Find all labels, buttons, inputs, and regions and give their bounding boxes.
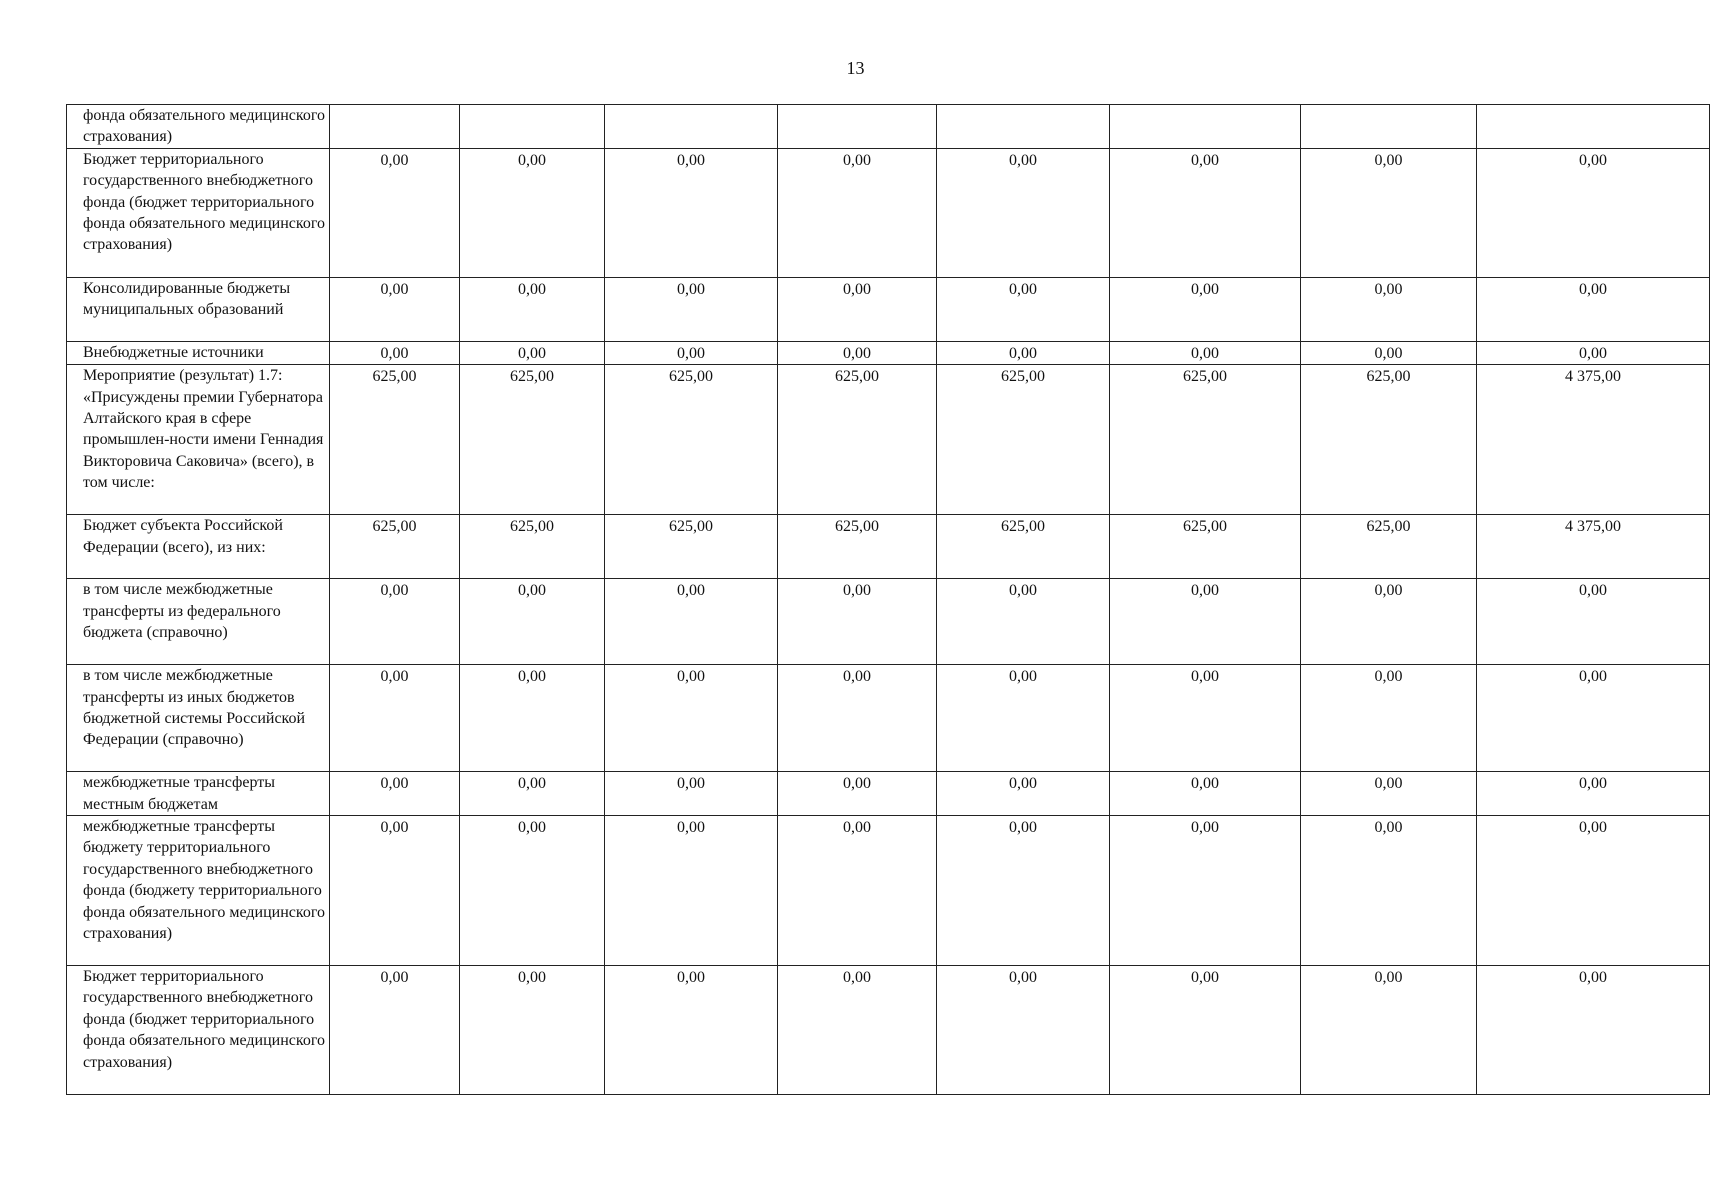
total-cell: 0,00 bbox=[1477, 277, 1710, 341]
value-cell: 625,00 bbox=[1301, 365, 1477, 515]
value-cell: 0,00 bbox=[778, 816, 937, 966]
row-label: Внебюджетные источники bbox=[67, 341, 330, 364]
value-cell: 0,00 bbox=[1301, 341, 1477, 364]
value-cell: 0,00 bbox=[1110, 579, 1301, 665]
row-label: Бюджет субъекта Российской Федерации (всего), из них: bbox=[67, 515, 330, 579]
value-cell: 625,00 bbox=[330, 515, 460, 579]
total-cell bbox=[1477, 105, 1710, 149]
value-cell bbox=[1110, 105, 1301, 149]
value-cell: 0,00 bbox=[330, 341, 460, 364]
row-label: Консолидированные бюджеты муниципальных образований bbox=[67, 277, 330, 341]
row-label: Бюджет территориального государственного внебюджетного фонда (бюджет территориального фонда обязательного медицинского страхования) bbox=[67, 148, 330, 277]
value-cell: 625,00 bbox=[937, 515, 1110, 579]
value-cell: 0,00 bbox=[937, 966, 1110, 1095]
table-row bbox=[67, 148, 1710, 277]
value-cell: 0,00 bbox=[605, 966, 778, 1095]
page-number: 13 bbox=[846, 58, 865, 78]
value-cell: 0,00 bbox=[605, 772, 778, 816]
value-cell: 625,00 bbox=[1110, 515, 1301, 579]
value-cell: 0,00 bbox=[778, 665, 937, 772]
value-cell: 0,00 bbox=[460, 772, 605, 816]
value-cell: 0,00 bbox=[1110, 772, 1301, 816]
value-cell: 0,00 bbox=[460, 579, 605, 665]
value-cell: 625,00 bbox=[778, 515, 937, 579]
value-cell: 625,00 bbox=[1301, 515, 1477, 579]
value-cell: 0,00 bbox=[1110, 341, 1301, 364]
value-cell: 0,00 bbox=[1301, 579, 1477, 665]
value-cell: 0,00 bbox=[330, 966, 460, 1095]
value-cell: 0,00 bbox=[330, 772, 460, 816]
value-cell: 0,00 bbox=[1301, 816, 1477, 966]
value-cell: 0,00 bbox=[937, 579, 1110, 665]
table-body bbox=[67, 105, 1710, 1095]
row-label: в том числе межбюджетные трансферты из иных бюджетов бюджетной системы Российской Федерации (справочно) bbox=[67, 665, 330, 772]
row-label: Бюджет территориального государственного внебюджетного фонда (бюджет территориального фонда обязательного медицинского страхования) bbox=[67, 966, 330, 1095]
value-cell: 0,00 bbox=[937, 665, 1110, 772]
total-cell: 4 375,00 bbox=[1477, 365, 1710, 515]
value-cell: 0,00 bbox=[1301, 148, 1477, 277]
table-row bbox=[67, 277, 1710, 341]
value-cell: 0,00 bbox=[330, 148, 460, 277]
value-cell bbox=[605, 105, 778, 149]
value-cell: 0,00 bbox=[778, 148, 937, 277]
table-row bbox=[67, 105, 1710, 149]
value-cell: 0,00 bbox=[1301, 966, 1477, 1095]
row-label: межбюджетные трансферты местным бюджетам bbox=[67, 772, 330, 816]
value-cell: 0,00 bbox=[330, 579, 460, 665]
value-cell: 0,00 bbox=[778, 579, 937, 665]
value-cell: 0,00 bbox=[937, 772, 1110, 816]
table-row bbox=[67, 579, 1710, 665]
value-cell: 625,00 bbox=[605, 515, 778, 579]
value-cell bbox=[460, 105, 605, 149]
value-cell: 0,00 bbox=[1301, 772, 1477, 816]
total-cell: 0,00 bbox=[1477, 148, 1710, 277]
value-cell: 0,00 bbox=[460, 341, 605, 364]
value-cell: 0,00 bbox=[1301, 665, 1477, 772]
value-cell: 0,00 bbox=[460, 277, 605, 341]
value-cell: 0,00 bbox=[330, 277, 460, 341]
table-row bbox=[67, 966, 1710, 1095]
budget-table bbox=[66, 104, 1710, 1095]
value-cell: 0,00 bbox=[605, 665, 778, 772]
value-cell: 0,00 bbox=[1110, 148, 1301, 277]
value-cell: 0,00 bbox=[605, 816, 778, 966]
total-cell: 4 375,00 bbox=[1477, 515, 1710, 579]
row-label: в том числе межбюджетные трансферты из федерального бюджета (справочно) bbox=[67, 579, 330, 665]
value-cell: 0,00 bbox=[937, 816, 1110, 966]
value-cell: 0,00 bbox=[1110, 816, 1301, 966]
value-cell: 625,00 bbox=[460, 365, 605, 515]
value-cell: 0,00 bbox=[605, 277, 778, 341]
value-cell: 625,00 bbox=[460, 515, 605, 579]
table-row bbox=[67, 772, 1710, 816]
total-cell: 0,00 bbox=[1477, 772, 1710, 816]
total-cell: 0,00 bbox=[1477, 579, 1710, 665]
table-row bbox=[67, 665, 1710, 772]
row-label: межбюджетные трансферты бюджету территориального государственного внебюджетного фонда (бюджету территориального фонда обязательного медицинского страхования) bbox=[67, 816, 330, 966]
value-cell: 0,00 bbox=[778, 966, 937, 1095]
row-label: фонда обязательного медицинского страхования) bbox=[67, 105, 330, 149]
value-cell: 0,00 bbox=[1110, 665, 1301, 772]
value-cell: 0,00 bbox=[937, 341, 1110, 364]
value-cell bbox=[937, 105, 1110, 149]
table-row bbox=[67, 816, 1710, 966]
value-cell: 625,00 bbox=[937, 365, 1110, 515]
value-cell: 0,00 bbox=[937, 277, 1110, 341]
value-cell: 0,00 bbox=[1110, 277, 1301, 341]
table-row bbox=[67, 341, 1710, 364]
value-cell: 625,00 bbox=[778, 365, 937, 515]
value-cell: 0,00 bbox=[330, 816, 460, 966]
value-cell: 0,00 bbox=[605, 148, 778, 277]
value-cell: 0,00 bbox=[778, 277, 937, 341]
row-label: Мероприятие (результат) 1.7: «Присуждены премии Губернатора Алтайского края в сфере промышлен-ности имени Геннадия Викторовича Саковича» (всего), в том числе: bbox=[67, 365, 330, 515]
value-cell: 0,00 bbox=[605, 341, 778, 364]
value-cell: 0,00 bbox=[605, 579, 778, 665]
table-row bbox=[67, 515, 1710, 579]
value-cell: 0,00 bbox=[460, 665, 605, 772]
total-cell: 0,00 bbox=[1477, 341, 1710, 364]
value-cell: 0,00 bbox=[460, 148, 605, 277]
value-cell: 0,00 bbox=[330, 665, 460, 772]
value-cell bbox=[330, 105, 460, 149]
value-cell: 0,00 bbox=[778, 772, 937, 816]
total-cell: 0,00 bbox=[1477, 816, 1710, 966]
value-cell: 625,00 bbox=[1110, 365, 1301, 515]
value-cell: 0,00 bbox=[460, 816, 605, 966]
value-cell bbox=[1301, 105, 1477, 149]
value-cell: 0,00 bbox=[1301, 277, 1477, 341]
total-cell: 0,00 bbox=[1477, 966, 1710, 1095]
value-cell: 0,00 bbox=[778, 341, 937, 364]
value-cell: 625,00 bbox=[330, 365, 460, 515]
value-cell: 0,00 bbox=[937, 148, 1110, 277]
total-cell: 0,00 bbox=[1477, 665, 1710, 772]
value-cell: 625,00 bbox=[605, 365, 778, 515]
value-cell: 0,00 bbox=[1110, 966, 1301, 1095]
table-row bbox=[67, 365, 1710, 515]
value-cell: 0,00 bbox=[460, 966, 605, 1095]
value-cell bbox=[778, 105, 937, 149]
